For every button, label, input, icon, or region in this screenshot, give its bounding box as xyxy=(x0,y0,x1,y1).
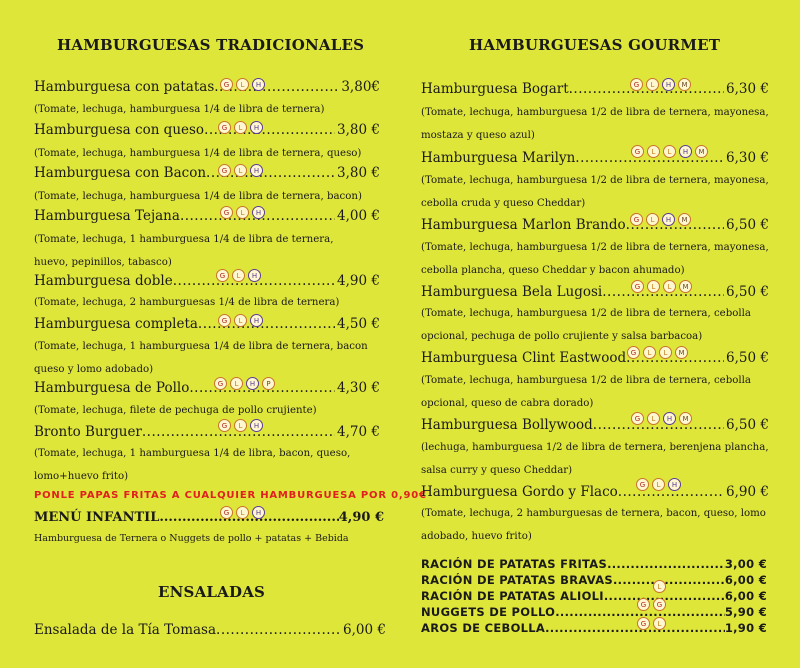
allergen-icons xyxy=(637,617,666,630)
item-price: 6,90 € xyxy=(726,484,769,500)
gluten-icon: G xyxy=(214,377,227,390)
gluten-icon: G xyxy=(218,314,231,327)
lactose-icon: L xyxy=(663,145,676,158)
fish-icon: M xyxy=(675,346,688,359)
lactose-icon: L xyxy=(234,121,247,134)
gourmet-section-title: HAMBURGUESAS GOURMET xyxy=(469,36,721,54)
fish-icon: M xyxy=(679,280,692,293)
lactose-icon: L xyxy=(647,145,660,158)
egg-icon: H xyxy=(668,478,681,491)
item-price: 6,00 € xyxy=(343,622,386,638)
traditional-section-title: HAMBURGUESAS TRADICIONALES xyxy=(57,36,365,54)
lactose-icon: L xyxy=(659,346,672,359)
allergen-icons xyxy=(636,478,681,491)
side-name: AROS DE CEBOLLA xyxy=(421,621,546,635)
salads-section-title: ENSALADAS xyxy=(158,583,266,601)
menu-item xyxy=(34,380,380,396)
item-name: Ensalada de la Tía Tomasa xyxy=(34,622,217,638)
egg-icon: H xyxy=(252,506,265,519)
gluten-icon: G xyxy=(220,78,233,91)
side-price: 6,00 € xyxy=(724,573,767,587)
fish-icon: M xyxy=(679,412,692,425)
lactose-icon: L xyxy=(236,506,249,519)
item-description: (lechuga, hamburguesa 1/2 de libra de ternera, berenjena plancha, salsa curry y queso Cheddar) xyxy=(421,442,769,476)
lactose-icon: L xyxy=(236,206,249,219)
allergen-icons xyxy=(631,145,708,158)
side-item xyxy=(421,589,767,603)
kids-menu-price: 4,90 € xyxy=(338,510,384,525)
gluten-icon: G xyxy=(218,419,231,432)
item-name: Hamburguesa de Pollo xyxy=(34,380,190,396)
item-description: (Tomate, lechuga, 1 hamburguesa 1/4 de libra de ternera, bacon queso y lomo adobado) xyxy=(34,341,368,375)
lactose-icon: L xyxy=(653,617,666,630)
kids-menu-description: Hamburguesa de Ternera o Nuggets de pollo + patatas + Bebida xyxy=(34,533,349,544)
side-item xyxy=(421,621,767,635)
menu-item xyxy=(34,165,380,181)
menu-item xyxy=(421,81,769,97)
menu-item xyxy=(34,208,380,224)
item-price: 3,80 € xyxy=(337,165,380,181)
gluten-icon: G xyxy=(653,598,666,611)
menu-item xyxy=(34,122,380,138)
egg-icon: H xyxy=(250,419,263,432)
item-price: 6,30 € xyxy=(726,150,769,166)
allergen-icons xyxy=(218,419,263,432)
item-price: 4,30 € xyxy=(337,380,380,396)
egg-icon: H xyxy=(679,145,692,158)
allergen-icons xyxy=(220,506,265,519)
gluten-icon: G xyxy=(631,145,644,158)
item-description: (Tomate, lechuga, hamburguesa 1/2 de libra de ternera, mayonesa, mostaza y queso azul) xyxy=(421,107,769,141)
item-name: Hamburguesa Gordo y Flaco xyxy=(421,484,618,500)
item-description: (Tomate, lechuga, hamburguesa 1/4 de libra de ternera, queso) xyxy=(34,148,362,159)
lactose-icon: L xyxy=(234,314,247,327)
side-name: NUGGETS DE POLLO xyxy=(421,605,556,619)
item-description: (Tomate, lechuga, hamburguesa 1/2 de libra de ternera, cebolla opcional, queso de cabra dorado) xyxy=(421,375,751,409)
allergen-icons xyxy=(218,121,263,134)
lactose-icon: L xyxy=(653,580,666,593)
menu-item xyxy=(34,622,386,638)
gluten-icon: G xyxy=(627,346,640,359)
item-price: 3,80 € xyxy=(337,122,380,138)
egg-icon: H xyxy=(252,206,265,219)
egg-icon: H xyxy=(662,213,675,226)
item-price: 4,50 € xyxy=(337,316,380,332)
item-description: (Tomate, lechuga, 1 hamburguesa 1/4 de libra, bacon, queso, lomo+huevo frito) xyxy=(34,448,351,482)
item-description: (Tomate, lechuga, hamburguesa 1/2 de libra de ternera, mayonesa, cebolla plancha, queso Cheddar y bacon ahumado) xyxy=(421,242,769,276)
allergen-icons xyxy=(630,78,691,91)
side-item xyxy=(421,573,767,587)
allergen-icons xyxy=(218,164,263,177)
gluten-icon: G xyxy=(630,78,643,91)
menu-item xyxy=(421,217,769,233)
menu-item xyxy=(421,417,769,433)
allergen-icons xyxy=(637,598,666,611)
egg-icon: H xyxy=(662,78,675,91)
side-item xyxy=(421,605,767,619)
lactose-icon: L xyxy=(647,280,660,293)
allergen-icons xyxy=(631,412,692,425)
allergen-icons xyxy=(216,269,261,282)
allergen-icons xyxy=(220,78,265,91)
gluten-icon: G xyxy=(630,213,643,226)
item-description: (Tomate, lechuga, 2 hamburguesas de ternera, bacon, queso, lomo adobado, huevo frito) xyxy=(421,508,766,542)
fries-promo: PONLE PAPAS FRITAS A CUALQUIER HAMBURGUESA POR 0,90€ xyxy=(34,490,427,501)
item-description: (Tomate, lechuga, hamburguesa 1/4 de libra de ternera) xyxy=(34,104,325,115)
item-price: 6,30 € xyxy=(726,81,769,97)
item-price: 6,50 € xyxy=(726,284,769,300)
lactose-icon: L xyxy=(646,213,659,226)
gluten-icon: G xyxy=(631,412,644,425)
gluten-icon: G xyxy=(636,478,649,491)
lactose-icon: L xyxy=(652,478,665,491)
side-price: 6,00 € xyxy=(724,589,767,603)
item-name: Hamburguesa completa xyxy=(34,316,198,332)
menu-item xyxy=(34,424,380,440)
menu-item xyxy=(34,79,380,95)
menu-item xyxy=(421,484,769,500)
item-price: 6,50 € xyxy=(726,350,769,366)
lactose-icon: L xyxy=(236,78,249,91)
kids-menu xyxy=(34,510,384,525)
egg-icon: H xyxy=(248,269,261,282)
item-name: Hamburguesa Bollywood xyxy=(421,417,593,433)
menu-item xyxy=(421,150,769,166)
gluten-icon: G xyxy=(637,617,650,630)
item-name: Hamburguesa Clint Eastwood xyxy=(421,350,627,366)
gluten-icon: G xyxy=(218,121,231,134)
gluten-icon: G xyxy=(631,280,644,293)
item-price: 4,70 € xyxy=(337,424,380,440)
lactose-icon: L xyxy=(234,419,247,432)
side-item xyxy=(421,557,767,571)
item-name: Bronto Burguer xyxy=(34,424,142,440)
item-name: Hamburguesa Bogart xyxy=(421,81,569,97)
gluten-icon: G xyxy=(216,269,229,282)
gluten-icon: G xyxy=(220,206,233,219)
side-name: RACIÓN DE PATATAS ALIOLI xyxy=(421,589,604,603)
lactose-icon: L xyxy=(234,164,247,177)
fish-icon: P xyxy=(262,377,275,390)
lactose-icon: L xyxy=(663,280,676,293)
allergen-icons xyxy=(631,280,692,293)
item-description: (Tomate, lechuga, filete de pechuga de pollo crujiente) xyxy=(34,405,317,416)
egg-icon: H xyxy=(246,377,259,390)
lactose-icon: L xyxy=(647,412,660,425)
side-price: 1,90 € xyxy=(724,621,767,635)
lactose-icon: L xyxy=(232,269,245,282)
item-description: (Tomate, lechuga, 2 hamburguesas 1/4 de libra de ternera) xyxy=(34,297,340,308)
allergen-icons xyxy=(627,346,688,359)
menu-item xyxy=(421,284,769,300)
allergen-icons xyxy=(214,377,275,390)
kids-menu-name: MENÚ INFANTIL xyxy=(34,510,160,525)
item-price: 4,00 € xyxy=(337,208,380,224)
item-name: Hamburguesa Bela Lugosi xyxy=(421,284,603,300)
gluten-icon: G xyxy=(220,506,233,519)
item-price: 4,90 € xyxy=(337,273,380,289)
item-name: Hamburguesa con Bacon xyxy=(34,165,207,181)
item-name: Hamburguesa Marlon Brando xyxy=(421,217,626,233)
side-price: 5,90 € xyxy=(724,605,767,619)
item-description: (Tomate, lechuga, hamburguesa 1/2 de libra de ternera, cebolla opcional, pechuga de pollo crujiente y salsa barbacoa) xyxy=(421,308,751,342)
item-name: Hamburguesa con patatas xyxy=(34,79,215,95)
item-description: (Tomate, lechuga, 1 hamburguesa 1/4 de libra de ternera, huevo, pepinillos, tabasco) xyxy=(34,234,334,268)
lactose-icon: L xyxy=(643,346,656,359)
fish-icon: M xyxy=(695,145,708,158)
side-name: RACIÓN DE PATATAS BRAVAS xyxy=(421,573,614,587)
item-price: 6,50 € xyxy=(726,217,769,233)
item-description: (Tomate, lechuga, hamburguesa 1/2 de libra de ternera, mayonesa, cebolla cruda y queso Cheddar) xyxy=(421,175,769,209)
allergen-icons xyxy=(220,206,265,219)
item-name: Hamburguesa Tejana xyxy=(34,208,180,224)
item-name: Hamburguesa con queso xyxy=(34,122,205,138)
item-price: 3,80€ xyxy=(341,79,380,95)
item-price: 6,50 € xyxy=(726,417,769,433)
egg-icon: H xyxy=(250,121,263,134)
menu-item xyxy=(34,273,380,289)
egg-icon: H xyxy=(250,314,263,327)
side-name: RACIÓN DE PATATAS FRITAS xyxy=(421,557,608,571)
gluten-icon: G xyxy=(218,164,231,177)
egg-icon: H xyxy=(663,412,676,425)
allergen-icons xyxy=(630,213,691,226)
item-name: Hamburguesa Marilyn xyxy=(421,150,576,166)
fish-icon: M xyxy=(678,213,691,226)
lactose-icon: L xyxy=(646,78,659,91)
gluten-icon: G xyxy=(637,598,650,611)
menu-item xyxy=(421,350,769,366)
lactose-icon: L xyxy=(230,377,243,390)
egg-icon: H xyxy=(252,78,265,91)
item-description: (Tomate, lechuga, hamburguesa 1/4 de libra de ternera, bacon) xyxy=(34,191,362,202)
item-name: Hamburguesa doble xyxy=(34,273,173,289)
fish-icon: M xyxy=(678,78,691,91)
egg-icon: H xyxy=(250,164,263,177)
allergen-icons xyxy=(218,314,263,327)
side-price: 3,00 € xyxy=(724,557,767,571)
menu-item xyxy=(34,316,380,332)
